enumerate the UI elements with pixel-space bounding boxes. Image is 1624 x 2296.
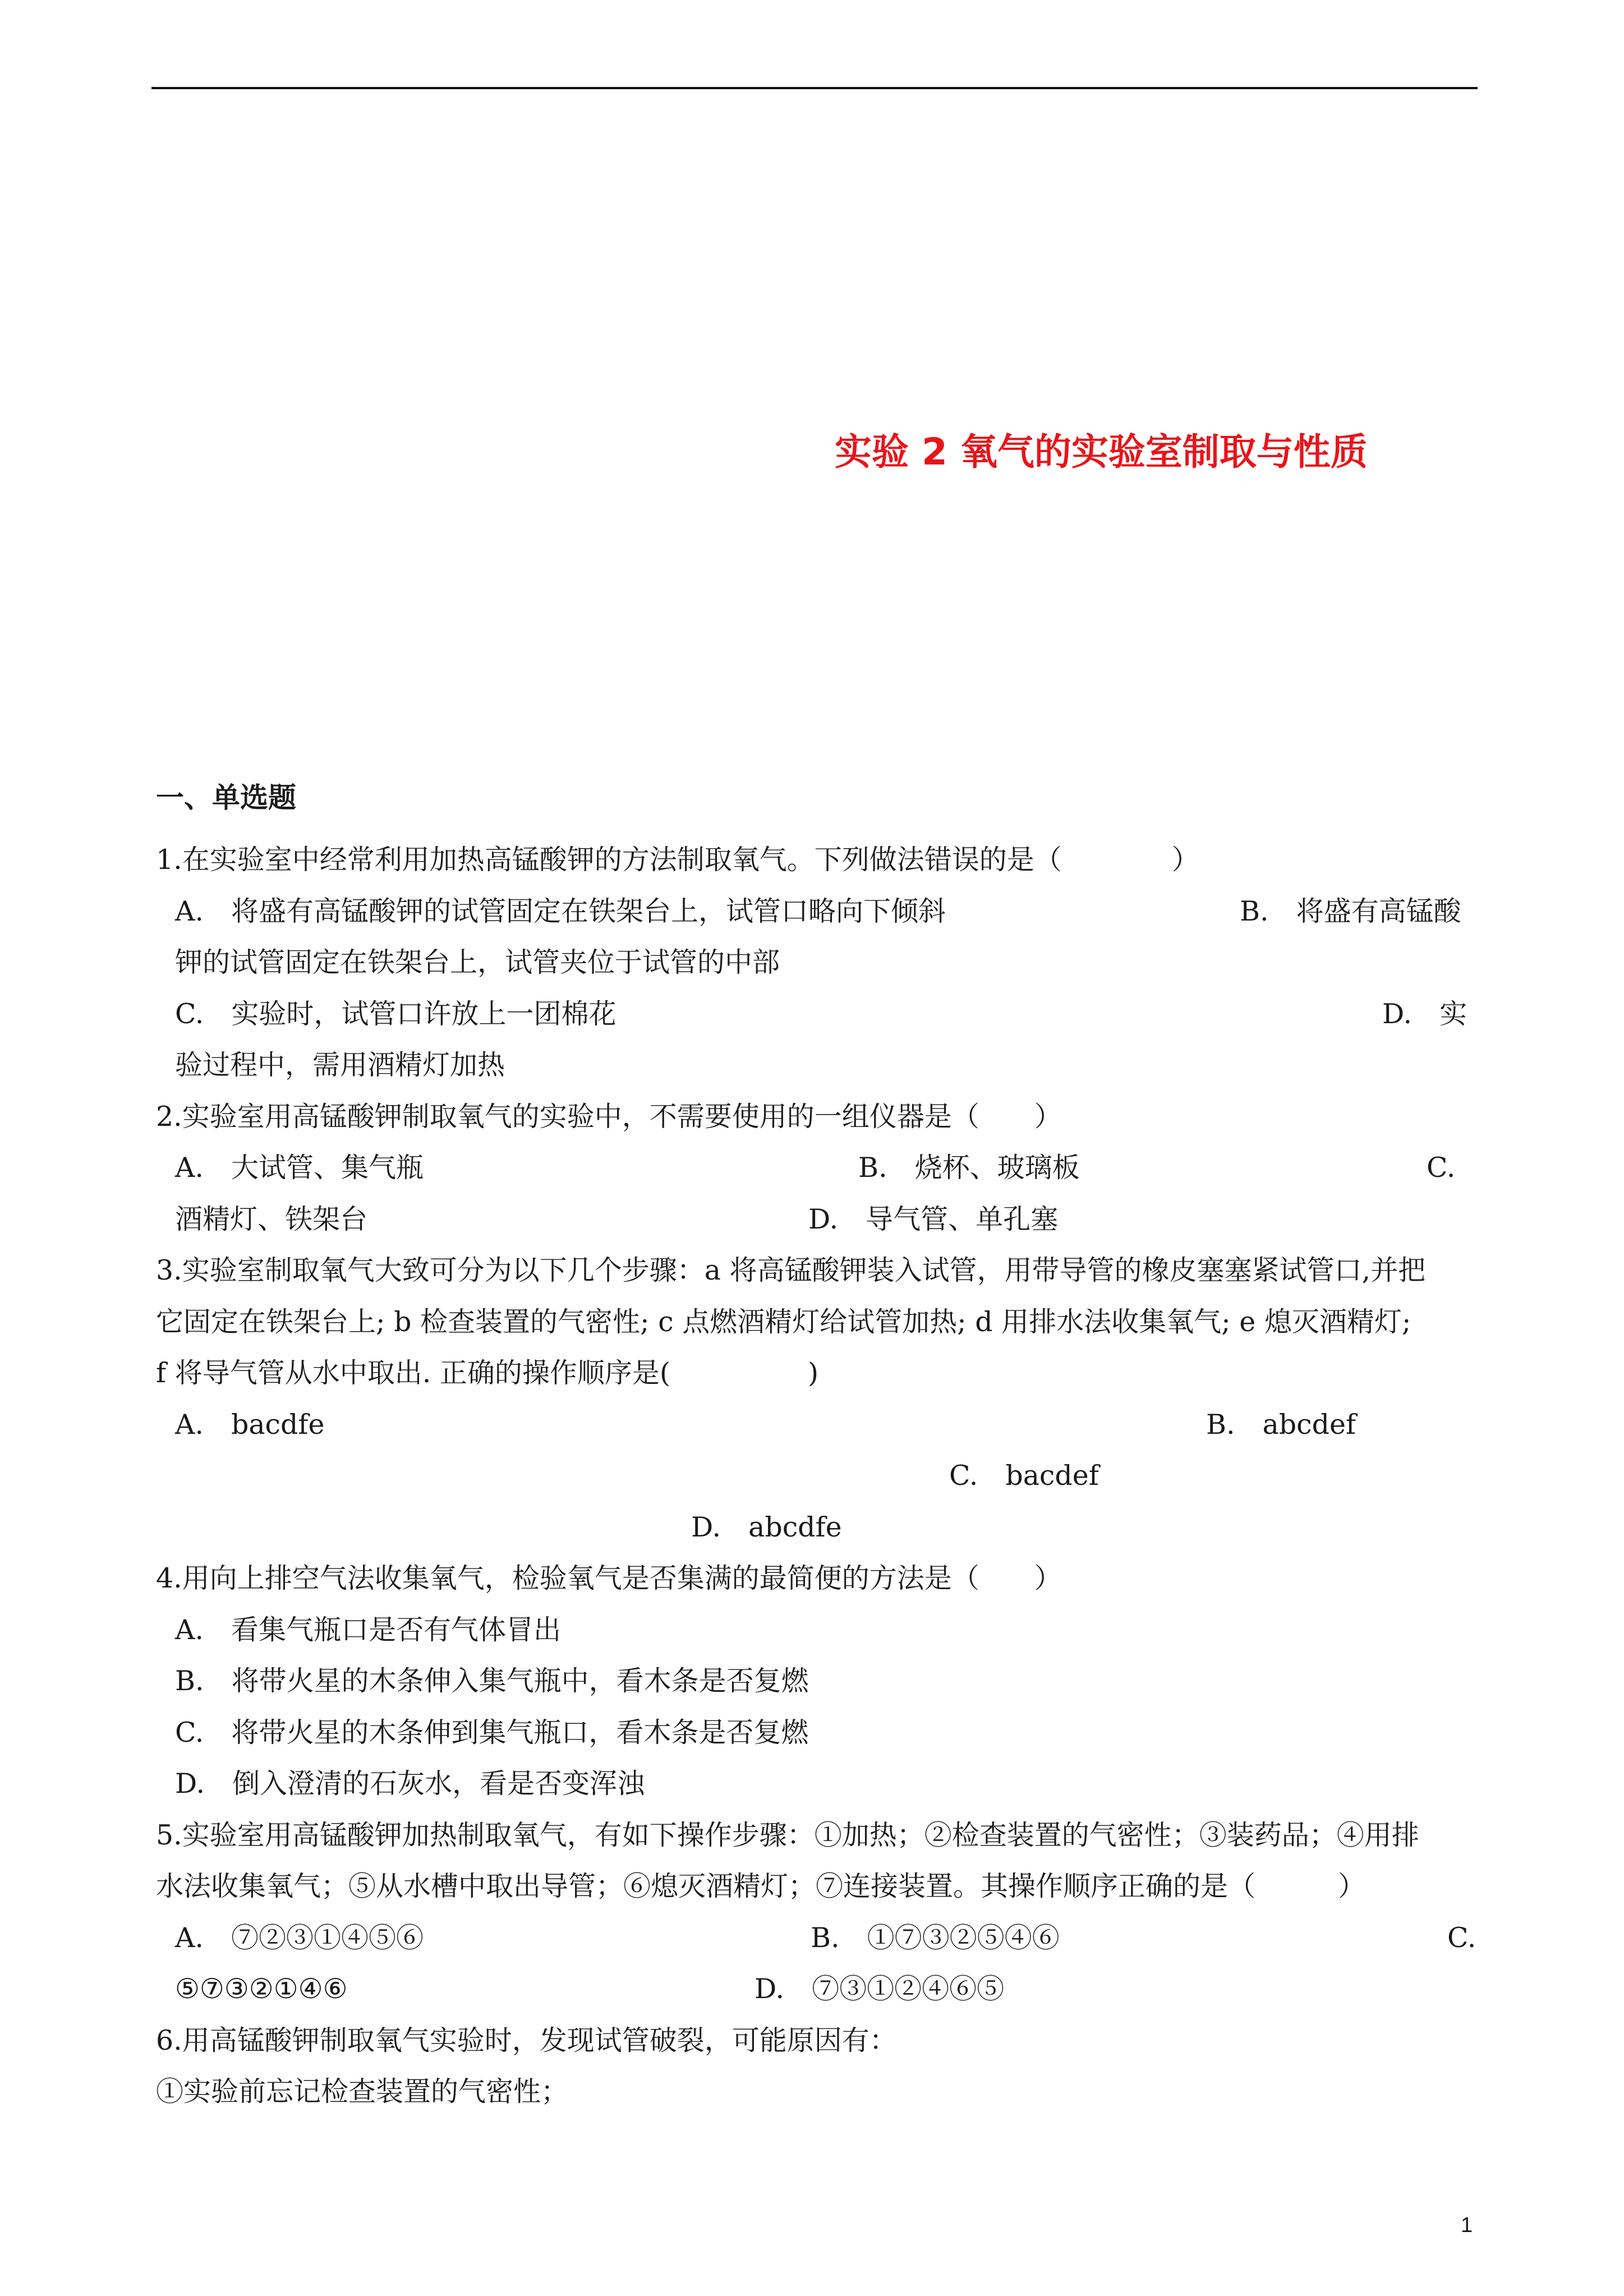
q1-option-c: C. 实验时，试管口许放上一团棉花 xyxy=(175,998,617,1030)
q4-option-b: B. 将带火星的木条伸入集气瓶中，看木条是否复燃 xyxy=(175,1665,809,1697)
q1-stem: 1.在实验室中经常利用加热高锰酸钾的方法制取氧气。下列做法错误的是（ ） xyxy=(156,844,1199,876)
page-title: 实验 2 氧气的实验室制取与性质 xyxy=(835,430,1368,473)
q5-stem-line1: 5.实验室用高锰酸钾加热制取氧气，有如下操作步骤：①加热；②检查装置的气密性；③装药品；④用排 xyxy=(156,1819,1419,1851)
q3-stem-line1: 3.实验室制取氧气大致可分为以下几个步骤：a 将高锰酸钾装入试管，用带导管的橡皮塞塞紧试管口,并把 xyxy=(156,1254,1426,1286)
q4-option-c: C. 将带火星的木条伸到集气瓶口，看木条是否复燃 xyxy=(175,1717,809,1749)
q5-stem-line2: 水法收集氧气；⑤从水槽中取出导管；⑥熄灭酒精灯；⑦连接装置。其操作顺序正确的是（ ） xyxy=(156,1870,1366,1902)
q1-option-d: D. 实 xyxy=(1382,998,1467,1030)
section-heading: 一、单选题 xyxy=(156,781,296,814)
q2-option-c: C. xyxy=(1427,1152,1456,1184)
q4-option-d: D. 倒入澄清的石灰水，看是否变浑浊 xyxy=(175,1768,645,1800)
q2-stem: 2.实验室用高锰酸钾制取氧气的实验中，不需要使用的一组仪器是（ ） xyxy=(156,1101,1062,1133)
q5-option-a: A. ⑦②③①④⑤⑥ xyxy=(175,1922,424,1954)
header-rule xyxy=(151,87,1478,89)
q1-option-b-cont: 钾的试管固定在铁架台上，试管夹位于试管的中部 xyxy=(175,946,780,978)
q2-option-d: D. 导气管、单孔塞 xyxy=(808,1203,1059,1235)
q2-option-c-cont: 酒精灯、铁架台 xyxy=(175,1203,368,1235)
q3-option-c: C. bacdef xyxy=(949,1460,1099,1492)
q3-stem-line2: 它固定在铁架台上; b 检查装置的气密性; c 点燃酒精灯给试管加热; d 用排水法收集氧气; e 熄灭酒精灯; xyxy=(156,1306,1411,1338)
q3-stem-line3: f 将导气管从水中取出. 正确的操作顺序是( ) xyxy=(156,1357,819,1389)
q2-option-b: B. 烧杯、玻璃板 xyxy=(858,1152,1080,1184)
page-number: 1 xyxy=(1461,2214,1473,2237)
q3-option-d: D. abcdfe xyxy=(691,1511,842,1543)
q3-option-b: B. abcdef xyxy=(1206,1409,1356,1441)
q1-option-d-cont: 验过程中，需用酒精灯加热 xyxy=(175,1049,505,1081)
q5-option-c: C. xyxy=(1447,1922,1476,1954)
q6-stem: 6.用高锰酸钾制取氧气实验时，发现试管破裂，可能原因有： xyxy=(156,2024,897,2056)
q2-option-a: A. 大试管、集气瓶 xyxy=(175,1152,424,1184)
q5-option-b: B. ①⑦③②⑤④⑥ xyxy=(811,1922,1060,1954)
q6-reason-1: ①实验前忘记检查装置的气密性； xyxy=(156,2076,569,2108)
q1-option-a: A. 将盛有高锰酸钾的试管固定在铁架台上，试管口略向下倾斜 xyxy=(175,895,946,927)
q5-option-c-cont: ⑤⑦③②①④⑥ xyxy=(175,1973,348,2005)
q5-option-d: D. ⑦③①②④⑥⑤ xyxy=(755,1973,1005,2005)
q4-option-a: A. 看集气瓶口是否有气体冒出 xyxy=(175,1614,561,1646)
q1-option-b: B. 将盛有高锰酸 xyxy=(1240,895,1461,927)
q3-option-a: A. bacdfe xyxy=(175,1409,325,1441)
q4-stem: 4.用向上排空气法收集氧气，检验氧气是否集满的最简便的方法是（ ） xyxy=(156,1562,1062,1594)
